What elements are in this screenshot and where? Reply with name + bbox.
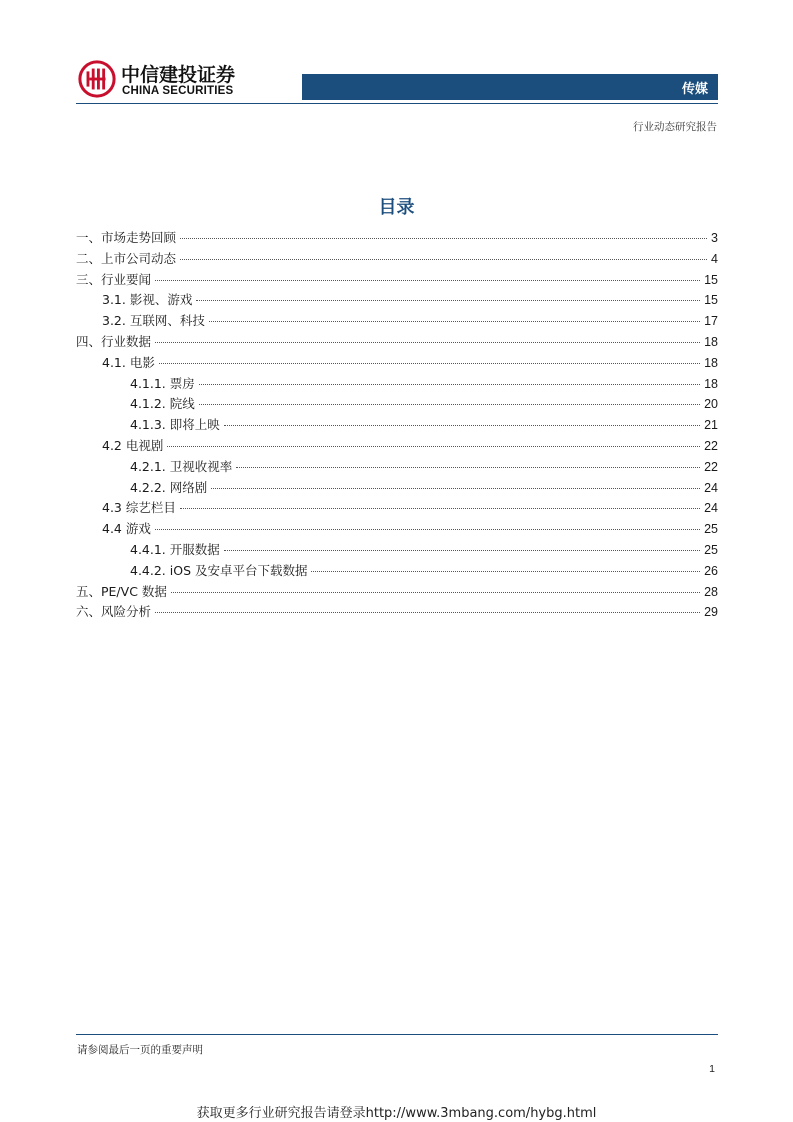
toc-leader-dots <box>155 612 700 613</box>
header-divider <box>76 103 718 104</box>
toc-entry-label: 4.4.2. iOS 及安卓平台下载数据 <box>130 562 308 578</box>
toc-entry[interactable] <box>76 582 718 600</box>
toc-entry[interactable] <box>76 270 718 288</box>
toc-entry[interactable] <box>76 228 718 246</box>
company-logo <box>76 56 256 100</box>
toc-leader-dots <box>199 384 700 385</box>
toc-leader-dots <box>180 259 707 260</box>
toc-entry-label: 五、PE/VC 数据 <box>76 583 167 599</box>
toc-entry-page: 22 <box>704 459 718 474</box>
toc-entry-label: 4.1.3. 即将上映 <box>130 417 220 433</box>
toc-title: 目录 <box>378 197 415 218</box>
toc-leader-dots <box>224 550 700 551</box>
toc-leader-dots <box>196 300 700 301</box>
toc-entry-page: 3 <box>711 231 718 245</box>
toc-entry-label: 一、市场走势回顾 <box>76 230 177 245</box>
toc-entry[interactable] <box>76 249 718 267</box>
toc-entry[interactable] <box>102 311 718 329</box>
toc-entry-page: 29 <box>704 605 718 620</box>
toc-entry-page: 18 <box>704 355 718 370</box>
toc-entry[interactable] <box>130 374 718 392</box>
toc-entry[interactable] <box>76 602 718 620</box>
toc-entry[interactable] <box>130 394 718 412</box>
toc-entry[interactable] <box>130 478 718 496</box>
toc-entry[interactable] <box>130 540 718 558</box>
toc-entry-page: 24 <box>704 480 718 495</box>
toc-leader-dots <box>155 529 700 530</box>
toc-entry-page: 15 <box>704 272 718 287</box>
toc-leader-dots <box>180 238 707 239</box>
toc-entry-page: 17 <box>704 314 718 329</box>
toc-entry[interactable] <box>130 457 718 475</box>
sector-banner <box>302 74 718 100</box>
toc-leader-dots <box>155 342 700 343</box>
toc-entry-page: 20 <box>704 397 718 412</box>
disclaimer-note: 请参阅最后一页的重要声明 <box>77 1044 203 1056</box>
toc-entry-label: 4.4.1. 开服数据 <box>130 542 220 557</box>
toc-entry-page: 18 <box>704 335 718 349</box>
footer-divider <box>76 1034 718 1035</box>
toc-entry-label: 4.1.2. 院线 <box>130 396 195 412</box>
citic-logo-icon <box>78 60 116 98</box>
toc-leader-dots <box>155 280 700 281</box>
toc-entry-label: 4.4 游戏 <box>102 521 151 537</box>
toc-leader-dots <box>167 446 700 447</box>
toc-entry[interactable] <box>102 290 718 308</box>
toc-leader-dots <box>171 592 700 593</box>
toc-entry-label: 4.1. 电影 <box>102 354 155 370</box>
toc-entry-page: 25 <box>704 543 718 557</box>
toc-leader-dots <box>199 404 700 405</box>
toc-entry-page: 15 <box>704 293 718 308</box>
toc-entry[interactable] <box>102 436 718 454</box>
toc-entry[interactable] <box>76 332 718 350</box>
report-type-label: 行业动态研究报告 <box>633 121 717 133</box>
toc-entry-label: 二、上市公司动态 <box>76 250 177 266</box>
toc-entry-label: 四、行业数据 <box>76 334 152 349</box>
toc-entry-label: 三、行业要闻 <box>76 271 152 287</box>
toc-leader-dots <box>209 321 700 322</box>
toc-entry-label: 4.2.2. 网络剧 <box>130 479 208 495</box>
logo-chinese-name: 中信建投证券 <box>121 64 236 86</box>
toc-leader-dots <box>236 467 700 468</box>
toc-entry-label: 4.3 综艺栏目 <box>102 500 176 516</box>
toc-leader-dots <box>211 488 700 489</box>
toc-leader-dots <box>180 508 700 509</box>
promo-link-text[interactable]: 获取更多行业研究报告请登录http://www.3mbang.com/hybg.html <box>196 1106 597 1121</box>
page-number: 1 <box>709 1063 715 1075</box>
toc-entry-label: 4.2.1. 卫视收视率 <box>130 458 233 474</box>
toc-entry-page: 22 <box>704 439 718 453</box>
toc-entry-label: 4.1.1. 票房 <box>130 375 195 391</box>
toc-entry-page: 28 <box>704 584 718 599</box>
toc-entry-page: 26 <box>704 563 718 578</box>
toc-leader-dots <box>311 571 700 572</box>
toc-entry-label: 4.2 电视剧 <box>102 438 164 453</box>
toc-entry-label: 3.2. 互联网、科技 <box>102 313 205 329</box>
toc-entry-page: 21 <box>704 418 718 433</box>
toc-entry[interactable] <box>130 415 718 433</box>
toc-entry-page: 18 <box>704 376 718 391</box>
sector-label: 传媒 <box>681 82 708 97</box>
toc-leader-dots <box>224 425 700 426</box>
toc-leader-dots <box>159 363 700 364</box>
page-header <box>76 56 718 106</box>
logo-english-name: CHINA SECURITIES <box>122 85 234 97</box>
toc-entry[interactable] <box>102 353 718 371</box>
toc-entry-label: 3.1. 影视、游戏 <box>102 292 193 308</box>
toc-entry-page: 24 <box>704 501 718 516</box>
toc-entry[interactable] <box>102 498 718 516</box>
toc-entry-label: 六、风险分析 <box>76 604 152 620</box>
toc-entry-page: 4 <box>711 251 718 266</box>
toc-entry[interactable] <box>102 519 718 537</box>
toc-entry[interactable] <box>130 561 718 579</box>
toc-entry-page: 25 <box>704 522 718 537</box>
